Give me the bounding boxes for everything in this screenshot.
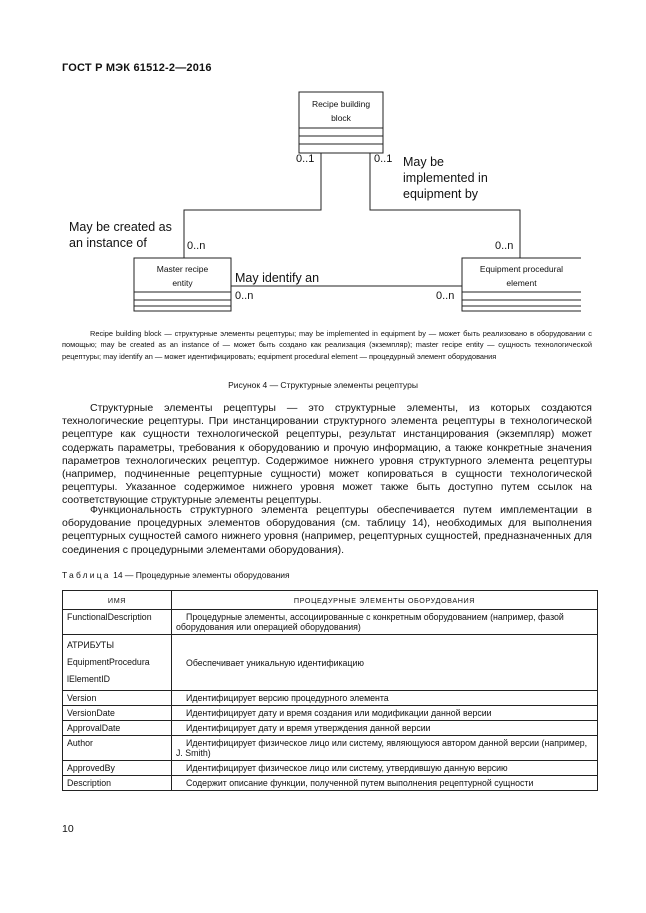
left-box-line-2: entity — [172, 278, 193, 288]
page-number: 10 — [62, 823, 74, 835]
mult-top-right: 0..1 — [374, 153, 393, 165]
right-box-title — [462, 262, 581, 290]
mult-top-left: 0..1 — [296, 153, 315, 165]
header-elements: ПРОЦЕДУРНЫЕ ЭЛЕМЕНТЫ ОБОРУДОВАНИЯ — [172, 591, 598, 610]
table-row — [63, 736, 598, 761]
table-header-row — [63, 591, 598, 610]
figure-caption: Рисунок 4 — Структурные элементы рецептуры — [228, 380, 418, 390]
row-desc: Содержит описание функции, полученной путем выполнения рецептурной сущности — [172, 776, 598, 791]
label-identify: May identify an — [235, 271, 320, 285]
top-box-line-1: Recipe building — [311, 99, 371, 109]
label-implemented-line-3: equipment by — [403, 187, 479, 201]
row-name: VersionDate — [63, 706, 172, 721]
paragraph-1 — [62, 402, 592, 508]
mult-right-top: 0..n — [495, 240, 514, 252]
top-box-title — [299, 97, 383, 125]
mult-left-top: 0..n — [187, 240, 206, 252]
table-row — [63, 706, 598, 721]
row-name — [63, 635, 172, 691]
label-created — [69, 219, 172, 251]
label-created-line-1: May be created as — [69, 220, 172, 234]
paragraph-1-text: Структурные элементы рецептуры — это структурные элементы, из которых создаются технологические рецептуры. При инстанцировании структурного элемента рецептуры в технологической рецептуре как сущности технологической рецептуры, результат инстанцирования (экземпляр) может содержать параметры, требования к оборудованию и прочую информацию, а также конкретные значения параметров технологических рецептур. Содержимое нижнего уровня структурного элемента рецептуры (например, подчиненные рецептурные сущности) может копироваться в сущности технологической рецептуры. Указанное содержимое нижнего уровня может также быть доступно путем ссылок на соответствующие структурные элементы рецептуры. — [62, 402, 592, 507]
label-implemented-line-2: implemented in — [403, 171, 488, 185]
right-box-line-2: element — [506, 278, 537, 288]
label-implemented — [403, 154, 488, 202]
left-box-title — [134, 262, 231, 290]
right-box-line-1: Equipment procedural — [479, 264, 564, 274]
top-box-line-2: block — [331, 113, 351, 123]
row-desc: Идентифицирует физическое лицо или систему, являющуюся автором данной версии (например, J. Smith) — [172, 736, 598, 761]
row-name: Version — [63, 691, 172, 706]
row-name: Author — [63, 736, 172, 761]
row-desc: Идентифицирует дату и время утверждения данной версии — [172, 721, 598, 736]
table-caption-rest: 14 — Процедурные элементы оборудования — [110, 570, 290, 580]
row-name: FunctionalDescription — [63, 610, 172, 635]
paragraph-2-text: Функциональность структурного элемента рецептуры обеспечивается путем имплементации в оборудование процедурных элементов оборудования (см. таблицу 14), необходимых для выполнения рецептурных сущностей самого нижнего уровня (например, рецептурных сущностей, предназначенных для соединения с процедурными элементами оборудования). — [62, 504, 592, 556]
table-row — [63, 721, 598, 736]
paragraph-2 — [62, 504, 592, 557]
left-box-line-1: Master recipe — [156, 264, 209, 274]
mult-bottom-right: 0..n — [436, 290, 455, 302]
attribute-id-line-1: EquipmentProcedura — [67, 657, 150, 667]
row-desc: Идентифицирует дату и время создания или модификации данной версии — [172, 706, 598, 721]
table-row — [63, 691, 598, 706]
row-desc: Идентифицирует версию процедурного элемента — [172, 691, 598, 706]
label-created-line-2: an instance of — [69, 236, 147, 250]
document-header: ГОСТ Р МЭК 61512-2—2016 — [62, 62, 212, 74]
table-caption-word: Таблица — [62, 570, 111, 580]
equipment-procedural-elements-table — [62, 590, 598, 791]
attributes-label: АТРИБУТЫ — [67, 640, 115, 650]
table-row — [63, 776, 598, 791]
figure-legend — [62, 328, 592, 362]
row-desc: Процедурные элементы, ассоциированные с конкретным оборудованием (например, фазой оборудования или операцией оборудования) — [172, 610, 598, 635]
mult-bottom-left: 0..n — [235, 290, 254, 302]
row-name: Description — [63, 776, 172, 791]
row-name: ApprovalDate — [63, 721, 172, 736]
row-name: ApprovedBy — [63, 761, 172, 776]
label-implemented-line-1: May be — [403, 155, 444, 169]
row-desc: Обеспечивает уникальную идентификацию — [172, 635, 598, 691]
header-name: ИМЯ — [63, 591, 172, 610]
row-desc: Идентифицирует физическое лицо или систему, утвердившую данную версию — [172, 761, 598, 776]
table-caption — [62, 570, 290, 580]
table-row-attributes — [63, 635, 598, 691]
attribute-id-line-2: lElementID — [67, 674, 111, 684]
table-row — [63, 610, 598, 635]
legend-text: Recipe building block — структурные элементы рецептуры; may be implemented in equipment by — может быть реализовано в оборудовании с помощью; may be created as an instance of — может быть создано как реализация (экземпляр); master recipe entity — сущность технологической рецептуры; may identify an — может идентифицировать; equipment procedural element — процедурный элемент оборудования — [62, 329, 592, 361]
table-row — [63, 761, 598, 776]
